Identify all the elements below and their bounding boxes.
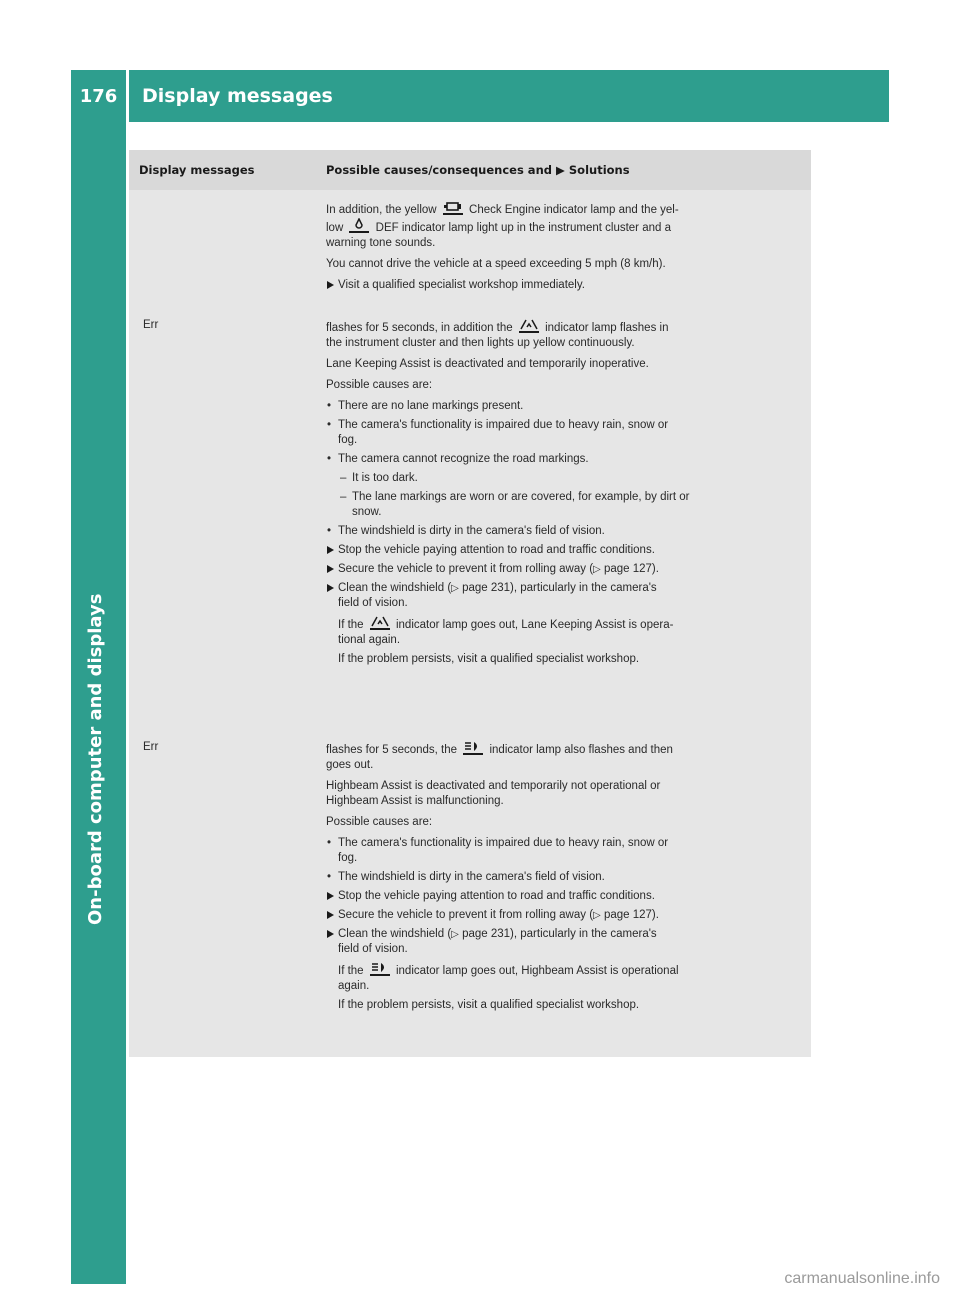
page-ref-link[interactable]: page 127).	[603, 563, 659, 575]
text: – The lane markings are worn or are covered, for example, by dirt or	[352, 491, 690, 503]
section-title: Display messages	[129, 70, 889, 122]
row2-paragraph3: Possible causes are:	[326, 816, 433, 828]
page-ref-link[interactable]: page 231), particularly in the camera's	[462, 928, 657, 940]
text: tional again.	[338, 634, 401, 646]
row1-bullet3: • The camera cannot recognize the road markings.	[326, 452, 803, 467]
row0-paragraph1	[326, 200, 803, 218]
text: snow.	[352, 506, 382, 518]
text: If the	[338, 619, 364, 631]
text: low	[326, 222, 344, 234]
page-ref-arrow-icon: ▷	[451, 929, 459, 940]
highbeam-assist-icon	[370, 961, 390, 976]
text: flashes for 5 seconds, in addition the	[326, 322, 513, 334]
row1-bullet4: • The windshield is dirty in the camera's field of vision.	[326, 524, 803, 539]
row1-continuation2: If the problem persists, visit a qualified specialist workshop.	[338, 653, 640, 665]
col-header-display-messages: Display messages	[139, 163, 255, 177]
text: • The camera's functionality is impaired due to heavy rain, snow or	[338, 837, 669, 849]
row1-action2	[326, 562, 803, 577]
watermark: carmanualsonline.info	[784, 1270, 940, 1287]
row1-code: Err	[143, 319, 159, 331]
row2-action3	[326, 927, 803, 957]
text: flashes for 5 seconds, the	[326, 744, 458, 756]
page-ref-arrow-icon: ▷	[593, 910, 601, 921]
check-engine-icon	[443, 200, 463, 215]
row1-paragraph2: Lane Keeping Assist is deactivated and temporarily inoperative.	[326, 358, 649, 370]
row1-dash2	[326, 490, 803, 520]
text: field of vision.	[338, 943, 408, 955]
text: Check Engine indicator lamp and the yel-	[469, 204, 679, 216]
text: again.	[338, 980, 370, 992]
row1-paragraph1	[326, 318, 803, 336]
table-header	[129, 150, 811, 190]
text: Highbeam Assist is malfunctioning.	[326, 795, 504, 807]
text: • The camera's functionality is impaired due to heavy rain, snow or	[338, 419, 669, 431]
text: fog.	[338, 434, 358, 446]
row1-paragraph1b: the instrument cluster and then lights up yellow continuously.	[326, 337, 635, 349]
page-number: 176	[71, 70, 126, 122]
page-ref-arrow-icon: ▷	[451, 583, 459, 594]
row0-paragraph2: You cannot drive the vehicle at a speed exceeding 5 mph (8 km/h).	[326, 258, 666, 270]
row2-continuation1	[326, 961, 803, 994]
row0-paragraph1c: warning tone sounds.	[326, 237, 436, 249]
lane-keeping-icon	[519, 318, 539, 333]
col-header-causes-text: Possible causes/consequences and	[326, 163, 552, 177]
display-messages-table	[129, 150, 811, 1057]
text: indicator lamp also flashes and then	[489, 744, 673, 756]
row2-bullet2: • The windshield is dirty in the camera's field of vision.	[326, 870, 803, 885]
row0-paragraph1b	[326, 218, 803, 236]
row1-action3	[326, 581, 803, 611]
text: indicator lamp goes out, Highbeam Assist is operational	[395, 965, 679, 977]
text: fog.	[338, 852, 358, 864]
text: Clean the windshield (	[338, 928, 452, 940]
text: DEF indicator lamp light up in the instrument cluster and a	[375, 222, 671, 234]
text: Highbeam Assist is deactivated and temporarily not operational or	[326, 780, 661, 792]
row2-paragraph1b: goes out.	[326, 759, 374, 771]
row1-body	[326, 318, 803, 671]
col-header-causes	[326, 163, 806, 177]
row2-action1: Stop the vehicle paying attention to road and traffic conditions.	[326, 889, 803, 904]
row1-bullet1: • There are no lane markings present.	[326, 399, 803, 414]
page-ref-link[interactable]: page 231), particularly in the camera's	[462, 582, 657, 594]
page-ref-arrow-icon: ▷	[593, 564, 601, 575]
text: Secure the vehicle to prevent it from rolling away (	[338, 563, 594, 575]
row2-body	[326, 740, 803, 1017]
row1-action1: Stop the vehicle paying attention to road and traffic conditions.	[326, 543, 803, 558]
def-fluid-icon	[349, 218, 369, 233]
row1-continuation1	[326, 615, 803, 648]
row0-action1: Visit a qualified specialist workshop immediately.	[326, 278, 803, 293]
text: field of vision.	[338, 597, 408, 609]
row1-bullet2	[326, 418, 803, 448]
text: indicator lamp flashes in	[545, 322, 669, 334]
row2-code: Err	[143, 741, 159, 753]
page-ref-link[interactable]: page 127).	[603, 909, 659, 921]
text: Clean the windshield (	[338, 582, 452, 594]
row0-body	[326, 200, 803, 297]
row2-continuation2: If the problem persists, visit a qualified specialist workshop.	[338, 999, 640, 1011]
row2-action2	[326, 908, 803, 923]
row2-bullet1	[326, 836, 803, 866]
highbeam-assist-icon	[463, 740, 483, 755]
row1-paragraph3: Possible causes are:	[326, 379, 433, 391]
text: Secure the vehicle to prevent it from rolling away (	[338, 909, 594, 921]
lane-keeping-icon	[370, 615, 390, 630]
triangle-right-icon: ▶	[556, 163, 565, 177]
row2-paragraph2	[326, 779, 803, 809]
row1-dash1: – It is too dark.	[326, 471, 803, 486]
text: indicator lamp goes out, Lane Keeping Assist is opera-	[395, 619, 674, 631]
row2-paragraph1	[326, 740, 803, 758]
text: In addition, the yellow	[326, 204, 437, 216]
col-header-solutions-text: Solutions	[568, 163, 630, 177]
text: If the	[338, 965, 364, 977]
side-tab-label: On-board computer and displays	[85, 593, 106, 925]
